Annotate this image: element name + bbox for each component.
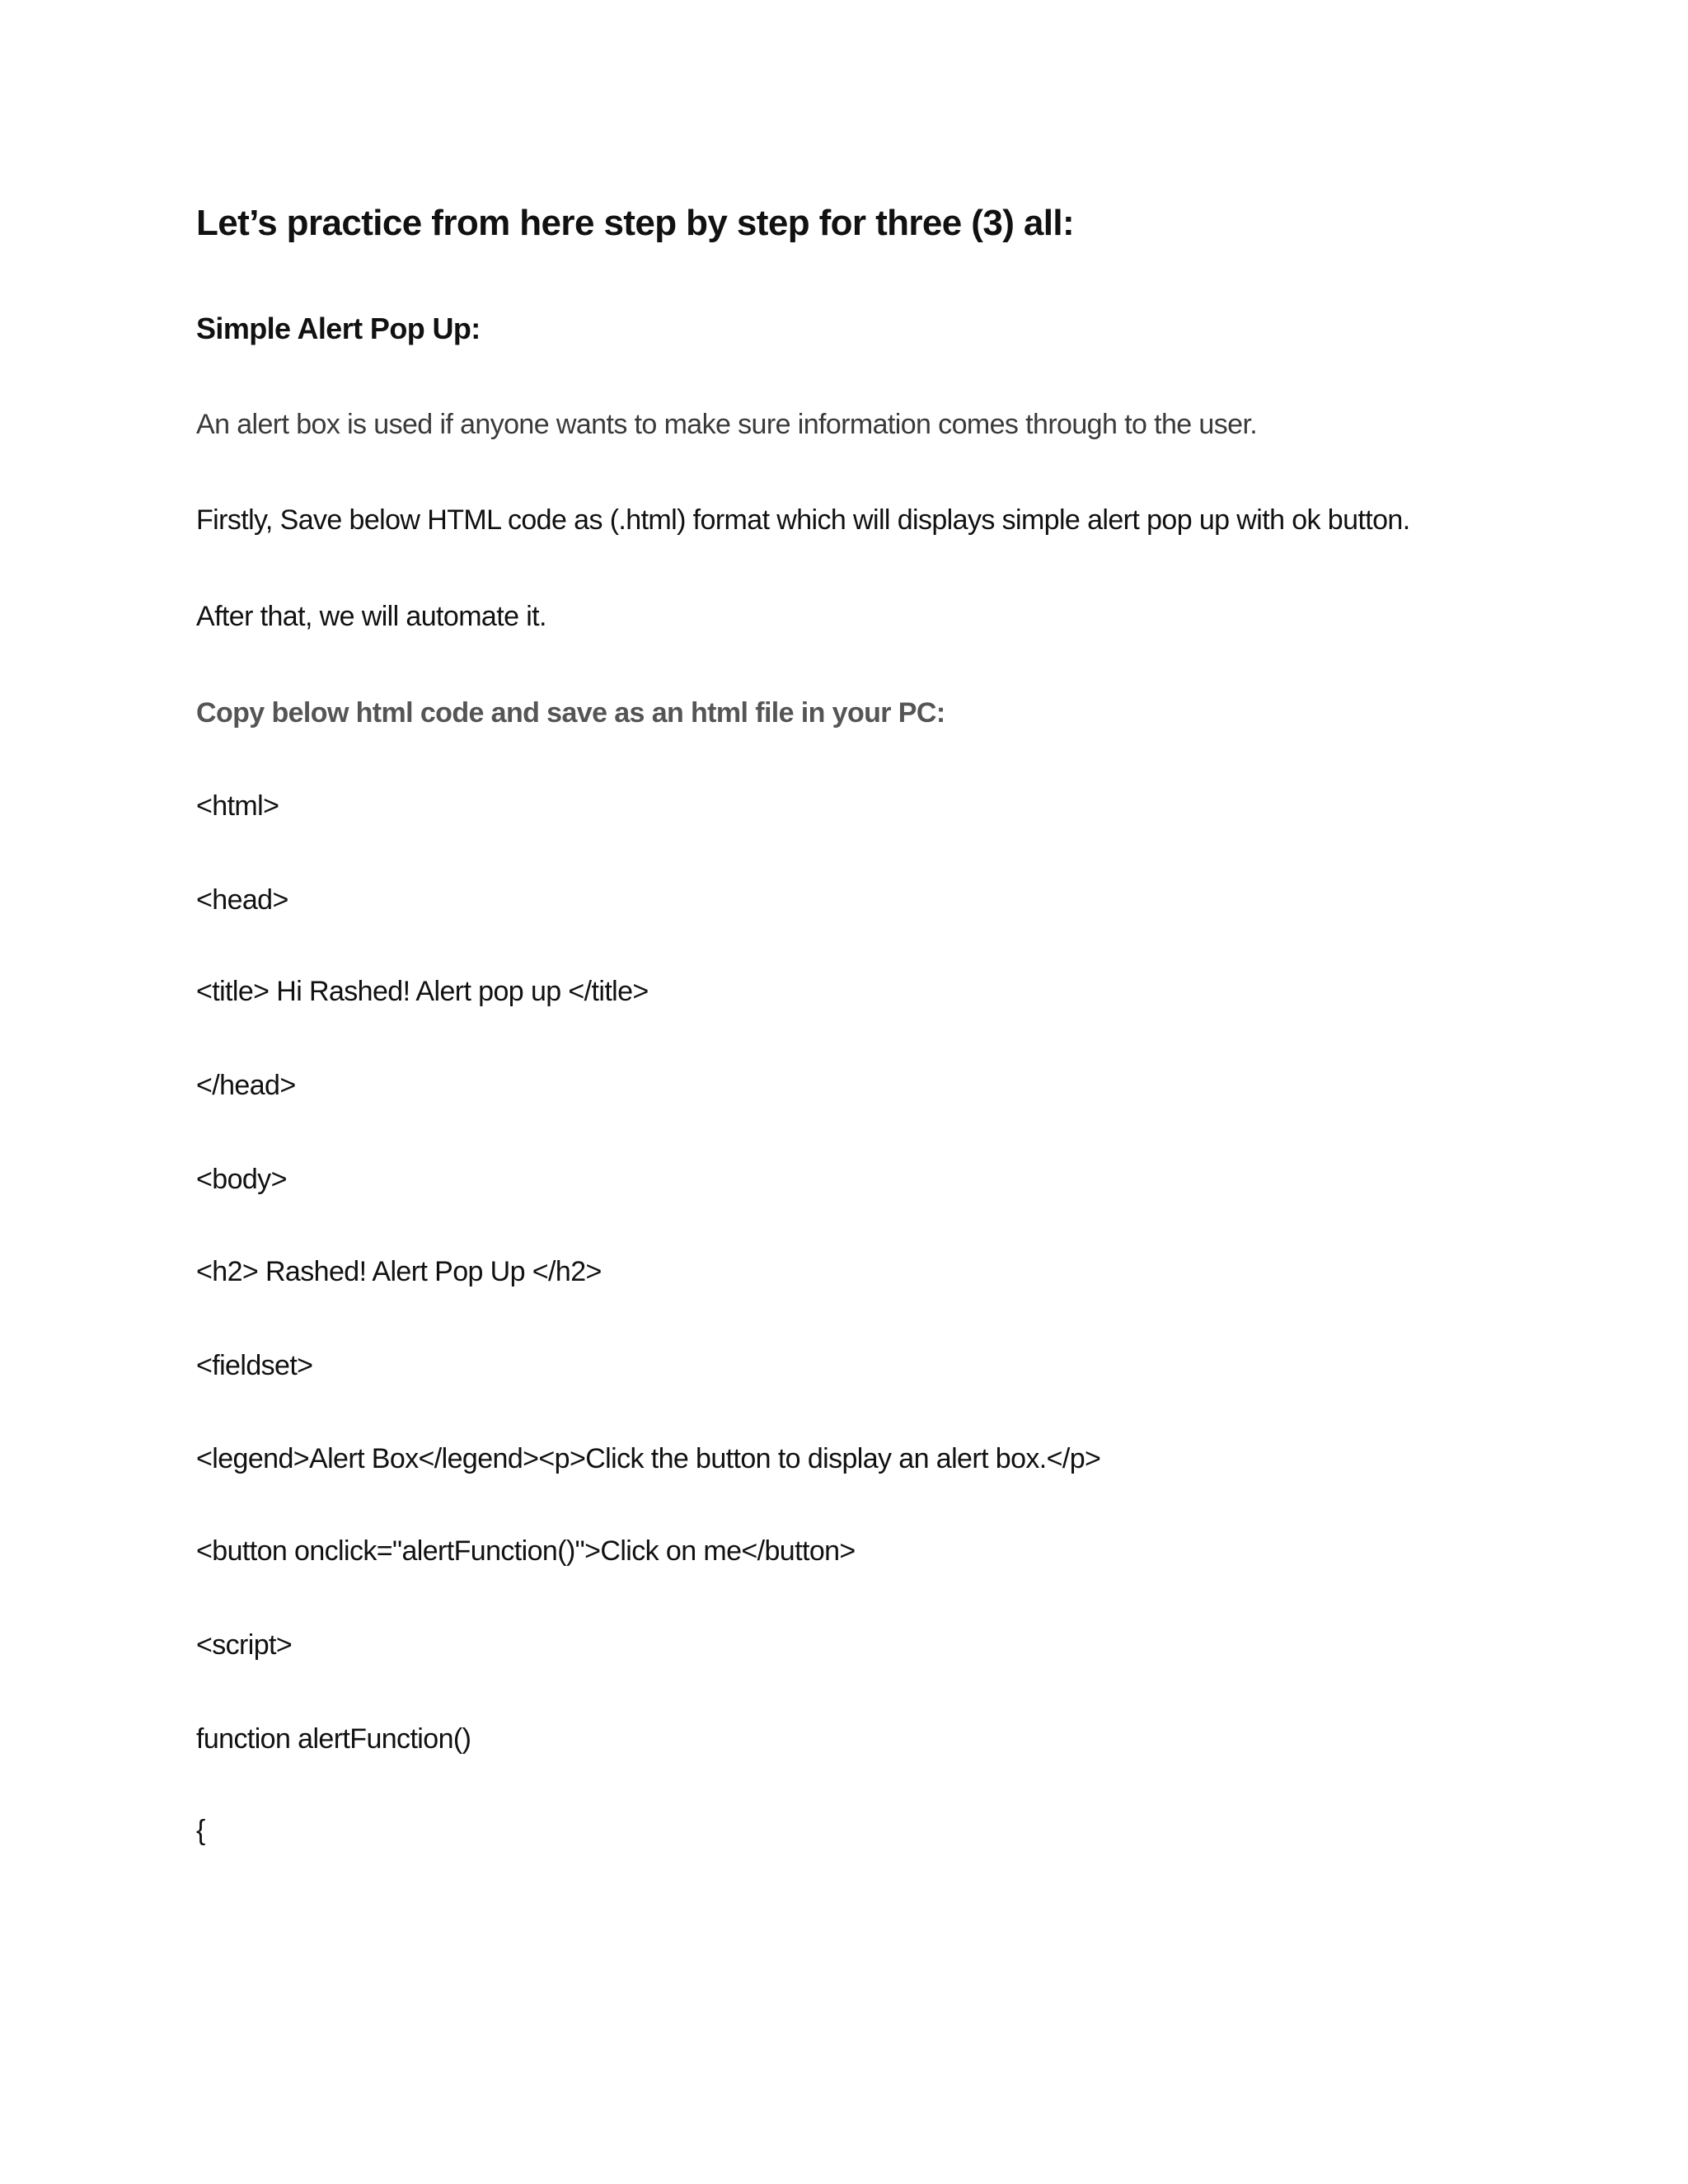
code-line: <script> (196, 1629, 293, 1661)
code-line: <fieldset> (196, 1350, 313, 1381)
instruction-paragraph: Firstly, Save below HTML code as (.html) format which will displays simple alert pop up with ok button. (196, 504, 1410, 536)
followup-paragraph: After that, we will automate it. (196, 601, 546, 632)
code-line: <h2> Rashed! Alert Pop Up </h2> (196, 1256, 602, 1287)
code-line: <title> Hi Rashed! Alert pop up </title> (196, 976, 649, 1007)
code-line: </head> (196, 1070, 296, 1101)
code-line: <html> (196, 790, 279, 822)
intro-paragraph: An alert box is used if anyone wants to make sure information comes through to the user. (196, 409, 1258, 440)
code-line: function alertFunction() (196, 1723, 471, 1755)
page-title: Let’s practice from here step by step for three (3) all: (196, 203, 1075, 243)
code-line: { (196, 1815, 205, 1846)
code-line: <body> (196, 1164, 287, 1195)
code-line: <head> (196, 884, 288, 916)
copy-instruction: Copy below html code and save as an html file in your PC: (196, 697, 945, 729)
code-line: <legend>Alert Box</legend><p>Click the button to display an alert box.</p> (196, 1443, 1101, 1474)
code-line: <button onclick="alertFunction()">Click on me</button> (196, 1535, 856, 1567)
section-title: Simple Alert Pop Up: (196, 312, 481, 345)
